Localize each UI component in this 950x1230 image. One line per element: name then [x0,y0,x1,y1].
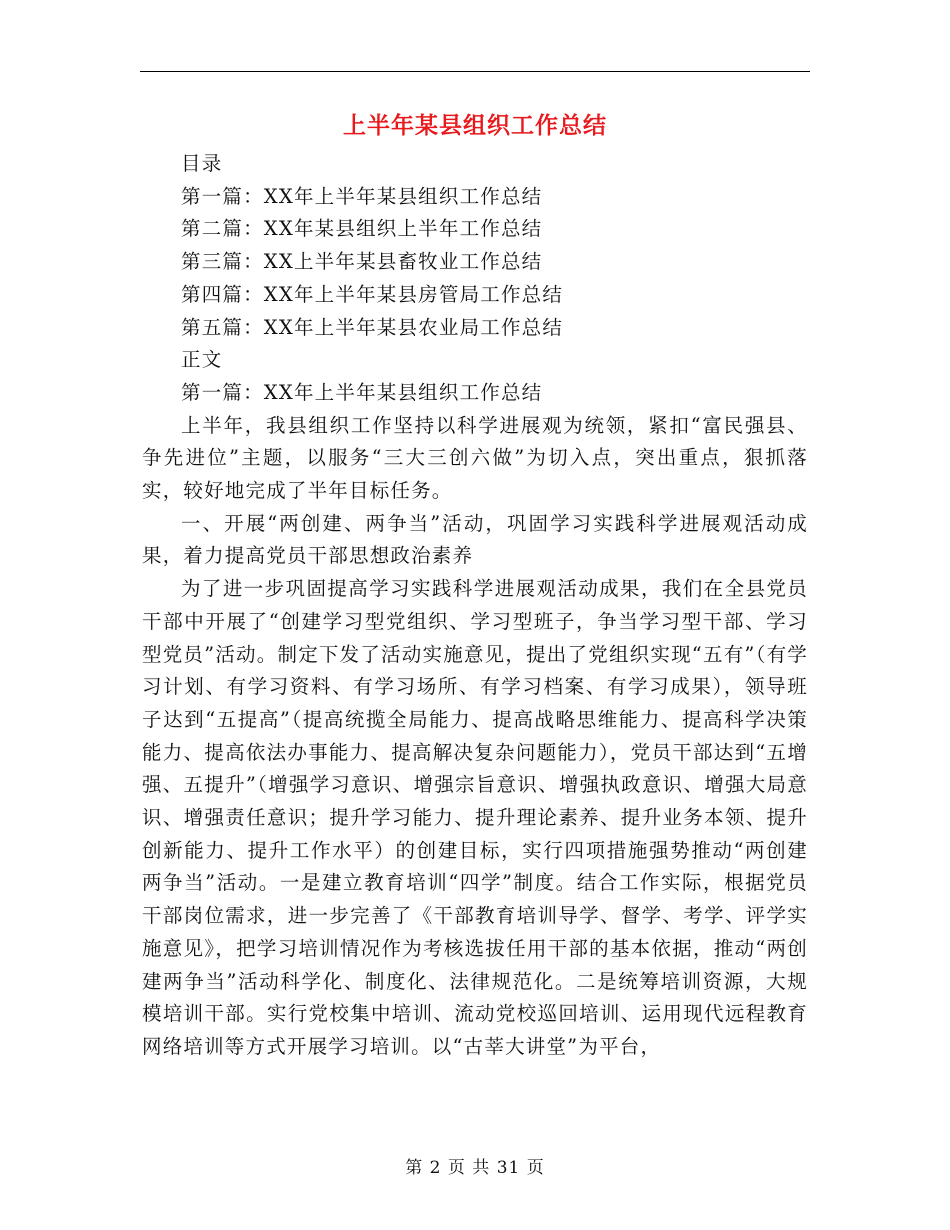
section-heading: 一、开展“两创建、两争当”活动，巩固学习实践科学进展观活动成果，着力提高党员干部思想政治素养 [142,511,808,568]
toc-item-2: 第二篇：XX年某县组织上半年工作总结 [181,217,543,241]
toc-item-1: 第一篇：XX年上半年某县组织工作总结 [181,184,543,208]
toc-item-4: 第四篇：XX年上半年某县房管局工作总结 [181,282,564,306]
document-title: 上半年某县组织工作总结 [343,112,607,139]
intro-paragraph: 上半年，我县组织工作坚持以科学进展观为统领，紧扣“富民强县、争先进位”主题，以服务“三大三创六做”为切入点，突出重点，狠抓落实，较好地完成了半年目标任务。 [142,413,808,503]
toc-item-3: 第三篇：XX上半年某县畜牧业工作总结 [181,250,543,274]
body-paragraph: 为了进一步巩固提高学习实践科学进展观活动成果，我们在全县党员干部中开展了“创建学习型党组织、学习型班子，争当学习型干部、学习型党员”活动。制定下发了活动实施意见，提出了党组织实现“五有”（有学习计划、有学习资料、有学习场所、有学习档案、有学习成果），领导班子达到“五提高”（提高统揽全局能力、提高战略思维能力、提高科学决策能力、提高依法办事能力、提高解决复杂问题能力），党员干部达到“五增强、五提升”（增强学习意识、增强宗旨意识、增强执政意识、增强大局意识、增强责任意识；提升学习能力、提升理论素养、提升业务本领、提升创新能力、提升工作水平）的创建目标，实行四项措施强势推动“两创建两争当”活动。一是建立教育培训“四学”制度。结合工作实际，根据党员干部岗位需求，进一步完善了《干部教育培训导学、督学、考学、评学实施意见》，把学习培训情况作为考核选拔任用干部的基本依据，推动“两创建两争当”活动科学化、制度化、法律规范化。二是统筹培训资源，大规模培训干部。实行党校集中培训、流动党校巡回培训、运用现代远程教育网络培训等方式开展学习培训。以“古莘大讲堂”为平台， [142,577,808,1058]
page-number: 第 2 页 共 31 页 [405,1158,545,1178]
chapter-heading: 第一篇：XX年上半年某县组织工作总结 [181,380,543,404]
body-heading: 正文 [181,348,223,372]
document-body [142,148,808,1064]
toc-item-5: 第五篇：XX年上半年某县农业局工作总结 [181,315,564,339]
header-rule [140,71,810,72]
toc-heading: 目录 [181,152,223,175]
